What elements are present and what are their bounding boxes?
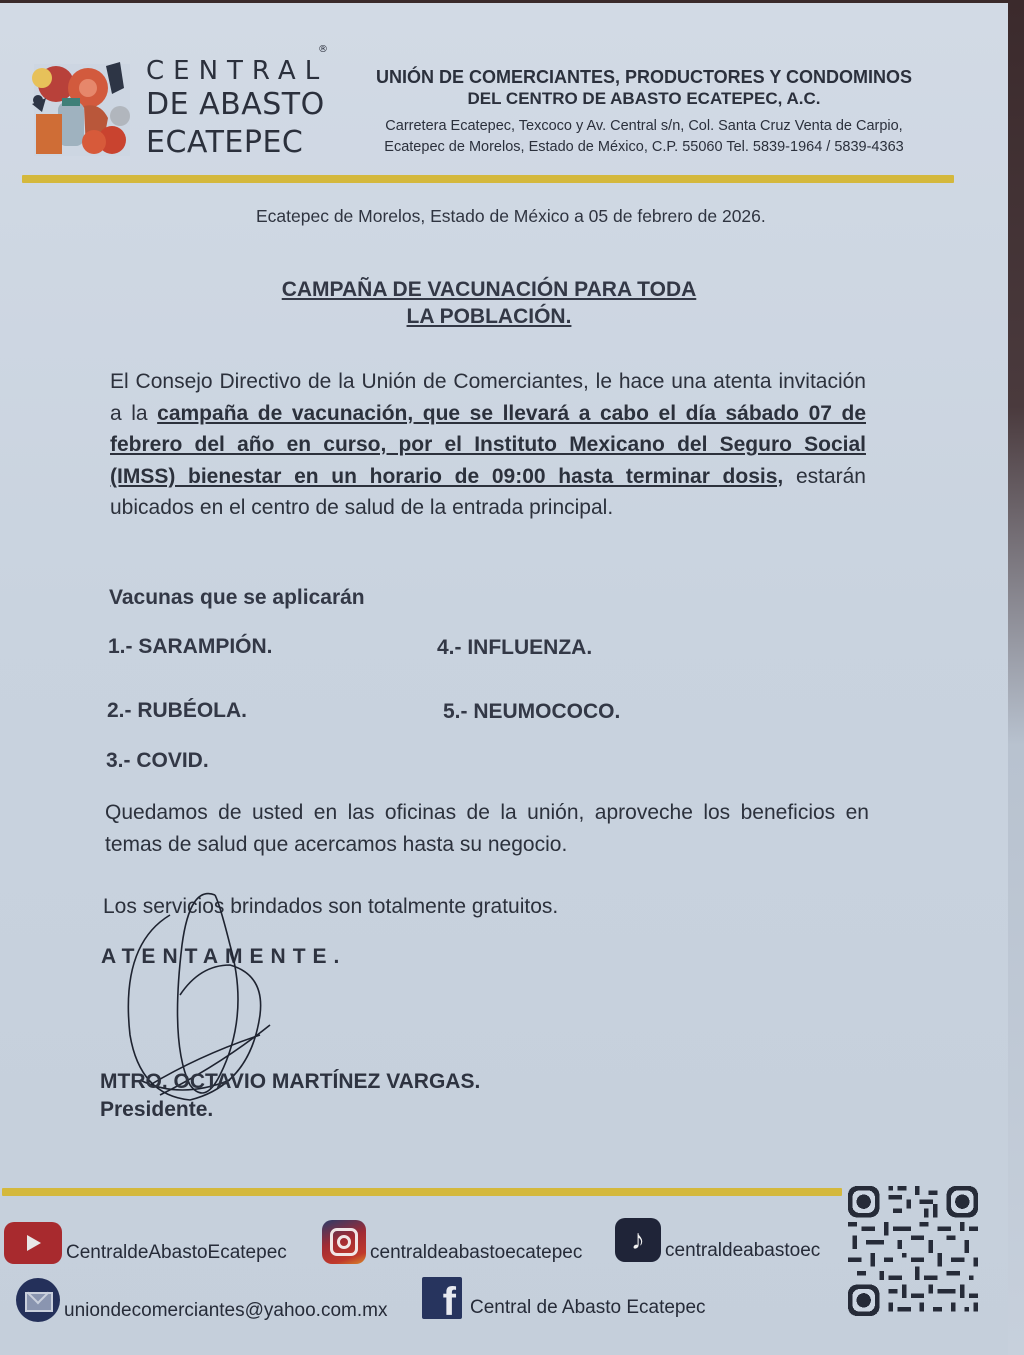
tiktok-handle: centraldeabastoec (665, 1240, 821, 1261)
instagram-icon (322, 1220, 366, 1264)
email-address: uniondecomerciantes@yahoo.com.mx (64, 1300, 388, 1321)
footer-divider (2, 1188, 842, 1196)
vaccine-item: 5.- NEUMOCOCO. (443, 700, 621, 723)
youtube-link[interactable] (4, 1222, 287, 1264)
org-address-line-2: Ecatepec de Morelos, Estado de México, C.P. 55060 Tel. 5839-1964 / 5839-4363 (384, 139, 904, 155)
vaccines-heading: Vacunas que se aplicarán (109, 586, 365, 609)
closing-paragraph: Quedamos de usted en las oficinas de la unión, aproveche los beneficios en temas de salud que acercamos hasta su negocio. (105, 801, 869, 856)
mail-icon (16, 1278, 60, 1322)
qr-code[interactable] (848, 1186, 978, 1316)
youtube-icon (4, 1222, 62, 1264)
facebook-link[interactable] (422, 1277, 706, 1319)
signer-title: Presidente. (100, 1098, 214, 1121)
org-name-line-2: DEL CENTRO DE ABASTO ECATEPEC, A.C. (467, 89, 821, 108)
photo-background-right (1008, 0, 1024, 1355)
facebook-icon: f (422, 1277, 462, 1319)
invitation-location: estarán ubicados en el centro de salud de la entrada principal. (110, 464, 866, 519)
invitation-intro: El Consejo Directivo de la Unión de Comerciantes, le hace una atenta invitación a la (110, 370, 866, 425)
vaccine-item: 2.- RUBÉOLA. (107, 699, 248, 722)
market-produce-logo-icon (28, 58, 136, 162)
brand-line-2: DE ABASTO (146, 87, 325, 122)
sign-off: ATENTAMENTE. (101, 945, 347, 968)
instagram-handle: centraldeabastoecatepec (370, 1242, 583, 1263)
signer-block (100, 1068, 480, 1124)
vaccine-item: 4.- INFLUENZA. (437, 636, 593, 659)
brand-wordmark (146, 44, 329, 162)
signer-name: MTRO. OCTAVIO MARTÍNEZ VARGAS. (100, 1070, 481, 1093)
letter-date: Ecatepec de Morelos, Estado de México a 05 de febrero de 2026. (256, 206, 766, 226)
email-link[interactable] (16, 1278, 387, 1322)
free-services-note: Los servicios brindados son totalmente gratuitos. (103, 895, 559, 918)
title-line-2: LA POBLACIÓN. (406, 305, 572, 328)
letter-title (250, 276, 728, 330)
brand-line-1: CENTRAL (146, 56, 329, 86)
vaccine-item: 3.- COVID. (106, 749, 209, 772)
tiktok-icon: ♪ (615, 1218, 661, 1262)
invitation-paragraph (110, 366, 866, 524)
org-address-line-1: Carretera Ecatepec, Texcoco y Av. Central s/n, Col. Santa Cruz Venta de Carpio, (385, 118, 903, 134)
org-name-line-1: UNIÓN DE COMERCIANTES, PRODUCTORES Y CONDOMINOS (375, 67, 913, 87)
registered-mark: ® (318, 44, 328, 55)
organization-header (334, 66, 954, 158)
vaccine-item: 1.- SARAMPIÓN. (108, 635, 273, 658)
invitation-event-details: campaña de vacunación, que se llevará a cabo el día sábado 07 de febrero del año en curso, por el Instituto Mexicano del Seguro Social (IMSS) bienestar en un horario de 09:00 hasta terminar dosis, (110, 401, 866, 488)
title-line-1: CAMPAÑA DE VACUNACIÓN PARA TODA (281, 278, 697, 301)
youtube-handle: CentraldeAbastoEcatepec (66, 1242, 287, 1263)
tiktok-link[interactable] (615, 1218, 820, 1262)
instagram-link[interactable] (322, 1220, 582, 1264)
brand-line-3: ECATEPEC (146, 125, 304, 160)
header-divider (22, 175, 954, 183)
facebook-page: Central de Abasto Ecatepec (470, 1297, 706, 1318)
